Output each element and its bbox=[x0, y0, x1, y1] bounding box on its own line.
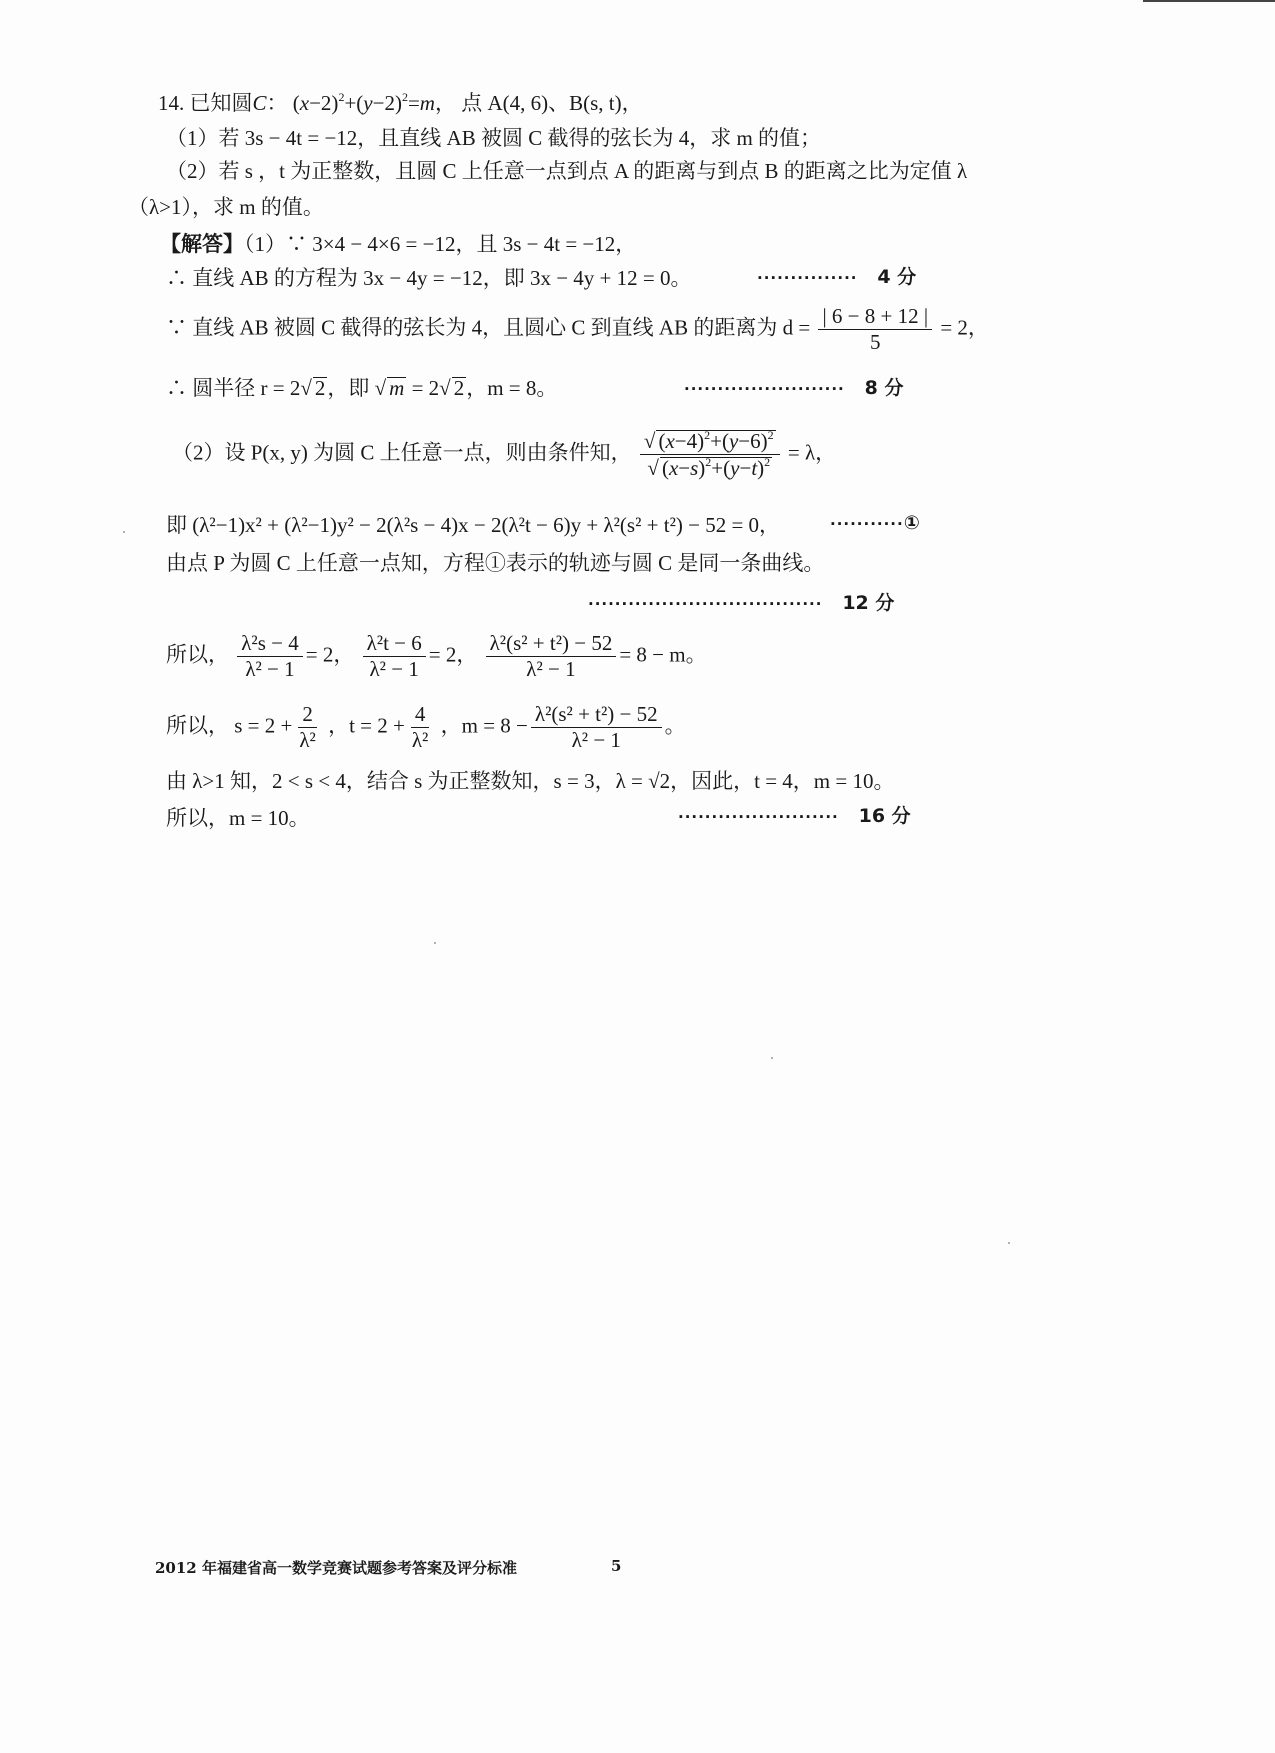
score-12: ··································· 12 分 bbox=[588, 592, 895, 614]
solution-conclusion-1: 由 λ>1 知，2 < s < 4，结合 s 为正整数知，s = 3，λ = √2，因此，t = 4，m = 10。 bbox=[166, 769, 895, 793]
solution-line-2: ∴ 直线 AB 的方程为 3x − 4y = −12，即 3x − 4y + 12 = 0。 bbox=[166, 266, 692, 290]
solution-line-4: ∴ 圆半径 r = 2√ 2，即 √ m = 2√ 2，m = 8。 bbox=[166, 376, 558, 400]
solution-equation-1: 即 (λ²−1)x² + (λ²−1)y² − 2(λ²s − 4)x − 2(λ²t − 6)y + λ²(s² + t²) − 52 = 0， bbox=[166, 513, 781, 537]
solution-part2-line3: 由点 P 为圆 C 上任意一点知，方程①表示的轨迹与圆 C 是同一条曲线。 bbox=[166, 551, 825, 575]
distance-ratio-fraction: $\frac{√ (x-4)^2+(y-6)^2}{√ (x-s)^2+(y-t)^2}$ bbox=[640, 430, 780, 479]
problem-part2-line2: （λ>1），求 m 的值。 bbox=[128, 195, 324, 219]
problem-part2-line1: （2）若 s ，t 为正整数，且圆 C 上任意一点到点 A 的距离与到点 B 的距离之比为定值 λ bbox=[166, 159, 968, 183]
solution-line-1: 【解答】（1）∵ 3×4 − 4×6 = −12，且 3s − 4t = −12， bbox=[160, 232, 637, 256]
solution-so-1: 所以， $\frac{\text{λ²s − 4}}{\text{λ² − 1}}$ = 2， $\frac{\text{λ²t − 6}}{\text{λ² − 1}}$ = 2， $\frac{\text{λ²(s² + t²) − 52}}{\text{λ² − 1}}$ = 8 − m。 bbox=[166, 631, 707, 681]
solution-part2-line1: （2）设 P(x, y) 为圆 C 上任意一点，则由条件知， $\frac{√ (x-4)^2+(y-6)^2}{√ (x-s)^2+(y-t)^2}$ = λ， bbox=[172, 428, 837, 480]
score-4: ··············· 4 分 bbox=[757, 266, 917, 288]
problem-stem: 14. 已知圆C： $(x-2)^2+(y-2)^2=m$， 点 A(4, 6)、B(s, t)， bbox=[158, 90, 643, 115]
footer-title: 2012 年福建省高一数学竞赛试题参考答案及评分标准 bbox=[155, 1559, 517, 1577]
solution-line-3: ∵ 直线 AB 被圆 C 截得的弦长为 4，且圆心 C 到直线 AB 的距离为 d = $\frac{| 6 - 8 + 12 |}{5}$ = 2， bbox=[166, 304, 989, 354]
equation-marker: ···········① bbox=[830, 512, 920, 534]
scan-speck bbox=[1008, 1242, 1010, 1244]
scan-speck bbox=[771, 1057, 773, 1059]
distance-fraction: $\frac{| 6 - 8 + 12 |}{5}$ bbox=[818, 306, 932, 353]
problem-number: 14. bbox=[158, 91, 185, 115]
solution-conclusion-2: 所以，m = 10。 bbox=[166, 806, 310, 830]
solution-so-2: 所以， s = 2 + $\frac{2}{\text{λ²}}$ ，t = 2 + $\frac{4}{\text{λ²}}$ ，m = 8 − $\frac{\text{λ²(s² + t²) − 52}}{\text{λ² − 1}}$ 。 bbox=[166, 702, 686, 752]
scan-speck bbox=[434, 942, 436, 944]
score-16: ························ 16 分 bbox=[678, 805, 911, 827]
scan-edge-line bbox=[1143, 0, 1275, 2]
score-8: ························ 8 分 bbox=[684, 377, 904, 399]
solution-label: 【解答】 bbox=[160, 232, 244, 256]
page-number: 5 bbox=[611, 1557, 622, 1575]
problem-part1: （1）若 3s − 4t = −12，且直线 AB 被圆 C 截得的弦长为 4，求 m 的值； bbox=[166, 126, 822, 150]
scan-speck bbox=[123, 531, 125, 533]
